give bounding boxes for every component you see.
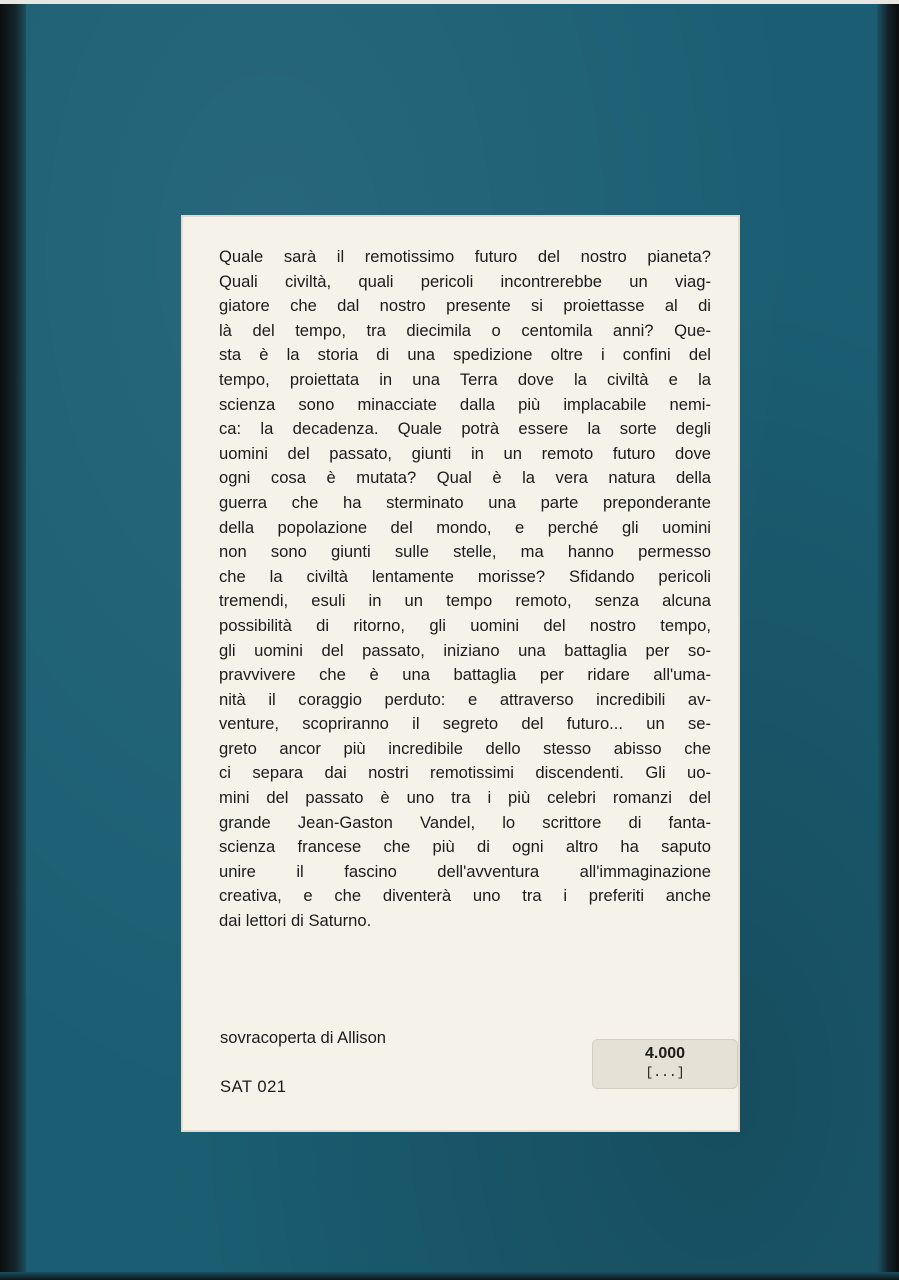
price-note: [...] [645,1065,685,1080]
cover-edge-bottom [0,1272,899,1280]
price-sticker [592,1039,738,1089]
price-label: 4.000 [644,1045,686,1062]
spine-edge-left [0,0,26,1280]
cover-edge-top [0,0,899,4]
blurb-line: sta è la storia di una spedizione oltre i confini del [219,345,711,365]
blurb-line: grande Jean-Gaston Vandel, lo scrittore di fanta- [219,812,711,832]
spine-edge-right [877,0,899,1280]
blurb-panel [181,215,740,1132]
blurb-line: ogni cosa è mutata? Qual è la vera natura della [219,468,711,488]
cover-art-credit: sovracoperta di Allison [220,1028,387,1047]
blurb-line: pravvivere che è una battaglia per ridare all'uma- [219,665,711,685]
blurb-line: nità il coraggio perduto: e attraverso incredibili av- [219,689,711,709]
blurb-line: dai lettori di Saturno. [219,911,372,931]
blurb-line: uomini del passato, giunti in un remoto futuro dove [219,443,711,463]
blurb-line: possibilità di ritorno, gli uomini del nostro tempo, [219,615,711,635]
blurb-line: guerra che ha sterminato una parte preponderante [219,492,711,512]
blurb-line: Quale sarà il remotissimo futuro del nostro pianeta? [219,247,711,266]
blurb-line: giatore che dal nostro presente si proiettasse al di [219,296,711,316]
blurb-line: là del tempo, tra diecimila o centomila anni? Que- [219,320,711,340]
blurb-line: mini del passato è uno tra i più celebri romanzi del [219,788,711,808]
blurb-line: ca: la decadenza. Quale potrà essere la sorte degli [219,419,711,439]
blurb-line: non sono giunti sulle stelle, ma hanno permesso [219,542,711,562]
blurb-text [219,245,711,934]
blurb-line: greto ancor più incredibile dello stesso abisso che [219,738,711,758]
blurb-line: della popolazione del mondo, e perché gli uomini [219,517,711,537]
blurb-line: tremendi, esuli in un tempo remoto, senza alcuna [219,591,711,611]
blurb-line: scienza francese che più di ogni altro ha saputo [219,837,711,857]
series-code: SAT 021 [220,1077,287,1096]
blurb-line: venture, scopriranno il segreto del futuro... un se- [219,714,711,734]
blurb-line: gli uomini del passato, iniziano una battaglia per so- [219,640,711,660]
blurb-line: unire il fascino dell'avventura all'immaginazione [219,861,711,881]
blurb-line: che la civiltà lentamente morisse? Sfidando pericoli [219,566,711,586]
blurb-line: creativa, e che diventerà uno tra i preferiti anche [219,886,711,906]
blurb-line: ci separa dai nostri remotissimi discendenti. Gli uo- [219,763,711,783]
blurb-line: Quali civiltà, quali pericoli incontrerebbe un viag- [219,271,711,291]
blurb-line: scienza sono minacciate dalla più implacabile nemi- [219,394,711,414]
blurb-line: tempo, proiettata in una Terra dove la civiltà e la [219,369,711,389]
